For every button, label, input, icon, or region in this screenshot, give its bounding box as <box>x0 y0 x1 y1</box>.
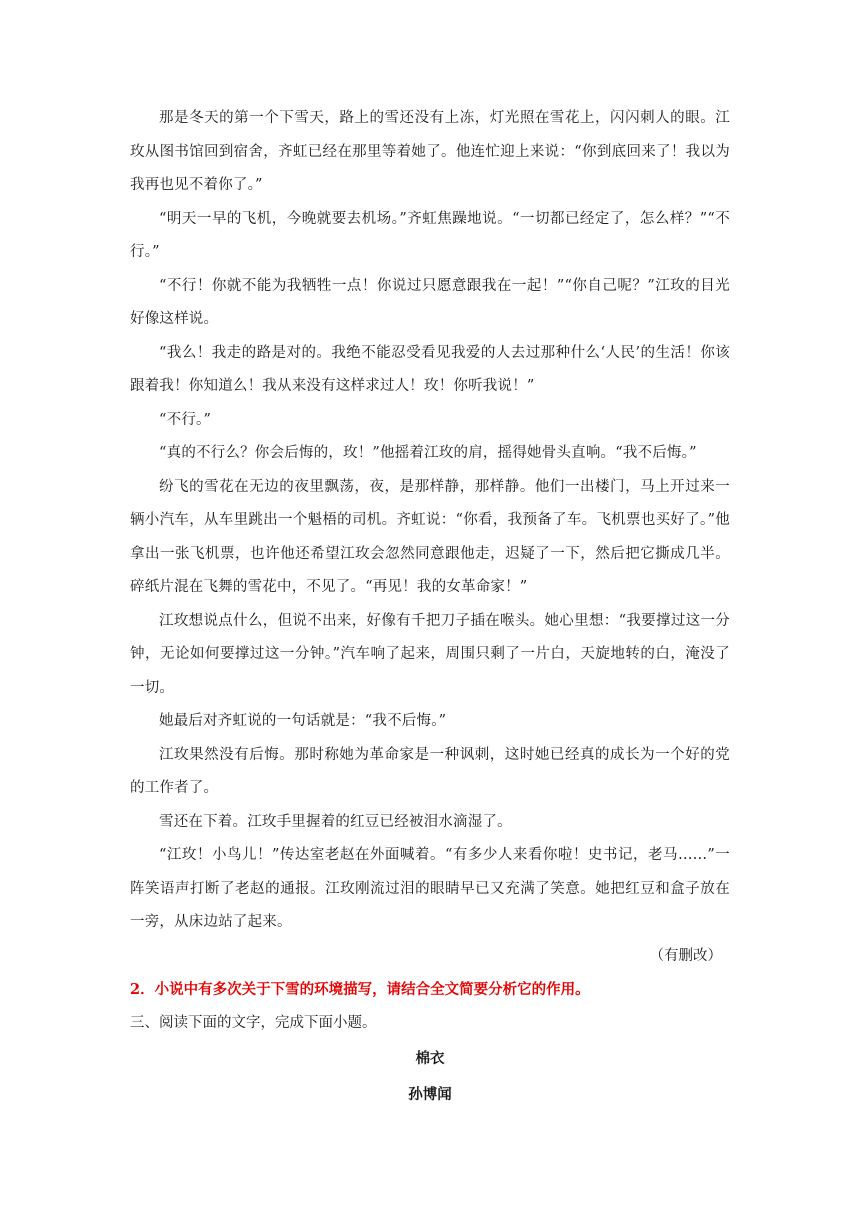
paragraph-1: 那是冬天的第一个下雪天，路上的雪还没有上冻，灯光照在雪花上，闪闪刺人的眼。江玫从图书馆回到宿舍，齐虹已经在那里等着她了。他连忙迎上来说：“你到底回来了！我以为我再也见不着你了。” <box>130 110 730 193</box>
paragraph-12: “江玫！小鸟儿！”传达室老赵在外面喊着。“有多少人来看你啦！史书记，老马……”一阵笑语声打断了老赵的通报。江玫刚流过泪的眼睛早已又充满了笑意。她把红豆和盒子放在一旁，从床边站了起来。 <box>130 847 730 930</box>
source-note: （有删改） <box>649 947 722 964</box>
paragraph-4: “我么！我走的路是对的。我绝不能忍受看见我爱的人去过那种什么‘人民’的生活！你该跟着我！你知道么！我从来没有这样求过人！玫！你听我说！” <box>130 344 730 394</box>
paragraph-10: 江玫果然没有后悔。那时称她为革命家是一种讽刺，这时她已经真的成长为一个好的党的工作者了。 <box>130 746 730 796</box>
paragraph-11: 雪还在下着。江玫手里握着的红豆已经被泪水滴湿了。 <box>159 813 512 830</box>
question-2: 2．小说中有多次关于下雪的环境描写，请结合全文简要分析它的作用。 <box>130 981 590 998</box>
paragraph-2: “明天一早的飞机，今晚就要去机场。”齐虹焦躁地说。“一切都已经定了，怎么样？”“不行。” <box>130 210 730 260</box>
document-page <box>130 102 730 1111</box>
paragraph-7: 纷飞的雪花在无边的夜里飘荡，夜，是那样静，那样静。他们一出楼门，马上开过来一辆小汽车，从车里跳出一个魁梧的司机。齐虹说：“你看，我预备了车。飞机票也买好了。”他拿出一张飞机票，也许他还希望江玫会忽然同意跟他走，迟疑了一下，然后把它撕成几半。碎纸片混在飞舞的雪花中，不见了。“再见！我的女革命家！” <box>130 478 730 595</box>
paragraph-3: “不行！你就不能为我牺牲一点！你说过只愿意跟我在一起！”“你自己呢？”江玫的目光好像这样说。 <box>130 277 730 327</box>
section-heading: 三、阅读下面的文字，完成下面小题。 <box>130 1014 377 1031</box>
article-author: 孙博闻 <box>408 1085 452 1103</box>
paragraph-8: 江玫想说点什么，但说不出来，好像有千把刀子插在喉头。她心里想：“我要撑过这一分钟，无论如何要撑过这一分钟。”汽车响了起来，周围只剩了一片白，天旋地转的白，淹没了一切。 <box>130 612 730 696</box>
paragraph-6: “真的不行么？你会后悔的，玫！”他摇着江玫的肩，摇得她骨头直响。“我不后悔。” <box>159 445 697 461</box>
paragraph-5: “不行。” <box>159 411 212 428</box>
article-title: 棉衣 <box>415 1050 445 1067</box>
paragraph-9: 她最后对齐虹说的一句话就是：“我不后悔。” <box>159 713 447 729</box>
